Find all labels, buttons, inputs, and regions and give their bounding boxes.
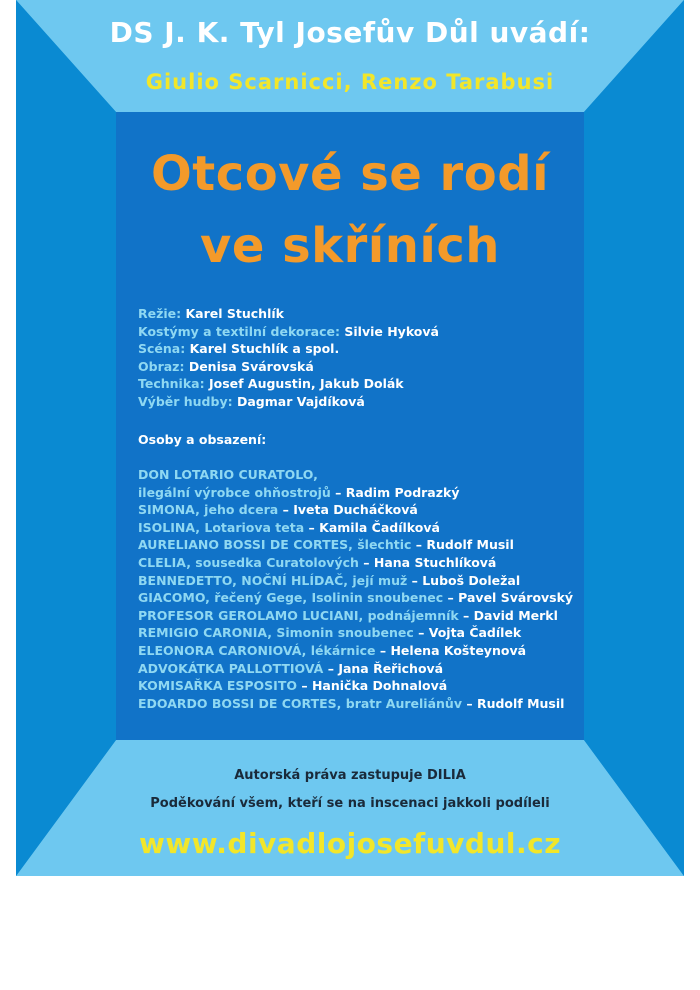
- cast-row: KOMISAŘKA ESPOSITO – Hanička Dohnalová: [138, 678, 448, 694]
- cast-actor: Pavel Svárovský: [458, 590, 574, 606]
- cast-row: SIMONA, jeho dcera – Iveta Ducháčková: [138, 502, 418, 518]
- credit-row: [138, 305, 588, 323]
- cast-actor: Luboš Doležal: [422, 572, 521, 588]
- credit-row: [138, 358, 588, 376]
- cast-actor: Radim Podrazký: [345, 484, 460, 500]
- cast-row: BENNEDETTO, NOČNÍ HLÍDAČ, její muž – Luboš Doležal: [138, 572, 521, 588]
- cast-row: ADVOKÁTKA PALLOTTIOVÁ – Jana Řeřichová: [138, 660, 444, 676]
- presenter-heading: DS J. K. Tyl Josefův Důl uvádí:: [109, 16, 591, 49]
- credit-row: [138, 393, 588, 411]
- cast-role: CLELIA, sousedka Curatolových: [138, 554, 359, 570]
- cast-row: [138, 466, 598, 484]
- cast-row: GIACOMO, řečený Gege, Isolinin snoubenec – Pavel Svárovský: [138, 590, 574, 606]
- cast-row: ISOLINA, Lotariova teta – Kamila Čadílková: [138, 519, 440, 535]
- credit-value: Josef Augustin, Jakub Dolák: [208, 376, 404, 392]
- credit-value: Karel Stuchlík a spol.: [189, 341, 340, 357]
- credit-label: Kostýmy a textilní dekorace:: [138, 323, 341, 339]
- cast-row: EDOARDO BOSSI DE CORTES, bratr Aureliánův – Rudolf Musil: [138, 695, 565, 711]
- cast-actor: Jana Řeřichová: [338, 660, 444, 676]
- cast-actor: Hana Stuchlíková: [373, 554, 497, 570]
- cast-actor: Rudolf Musil: [426, 537, 514, 553]
- credit-value: Dagmar Vajdíková: [236, 393, 365, 409]
- cast-list: [138, 466, 598, 712]
- credit-value: Karel Stuchlík: [185, 306, 284, 321]
- credit-value: Silvie Hyková: [344, 323, 439, 339]
- credit-row: [138, 340, 588, 358]
- cast-role: SIMONA, jeho dcera: [138, 502, 279, 518]
- cast-role: AURELIANO BOSSI DE CORTES, šlechtic: [138, 537, 412, 553]
- credit-value: Denisa Svárovská: [188, 358, 314, 374]
- cast-role: EDOARDO BOSSI DE CORTES, bratr Aureliánův: [138, 695, 462, 711]
- cast-row: AURELIANO BOSSI DE CORTES, šlechtic – Rudolf Musil: [138, 537, 514, 553]
- cast-role: DON LOTARIO CURATOLO,: [138, 467, 318, 482]
- rights-note: Autorská práva zastupuje DILIA: [234, 768, 466, 783]
- credit-row: [138, 323, 588, 341]
- cast-actor: David Merkl: [473, 607, 558, 623]
- cast-row: CLELIA, sousedka Curatolových – Hana Stuchlíková: [138, 554, 497, 570]
- authors-line: Giulio Scarnicci, Renzo Tarabusi: [145, 70, 555, 94]
- cast-row: REMIGIO CARONIA, Simonin snoubenec – Vojta Čadílek: [138, 625, 522, 641]
- frame-left-panel: [16, 0, 116, 876]
- cast-row: ELEONORA CARONIOVÁ, lékárnice – Helena Košteynová: [138, 642, 527, 658]
- poster: [16, 0, 684, 876]
- cast-actor: Rudolf Musil: [476, 695, 565, 711]
- credit-label: Scéna:: [138, 341, 186, 357]
- credit-row: [138, 375, 588, 393]
- credits-list: [138, 305, 588, 411]
- credit-label: Obraz:: [138, 358, 185, 374]
- cast-actor: Hanička Dohnalová: [311, 678, 448, 694]
- cast-role: BENNEDETTO, NOČNÍ HLÍDAČ, její muž: [138, 572, 408, 588]
- cast-actor: Vojta Čadílek: [428, 625, 522, 641]
- cast-role: ADVOKÁTKA PALLOTTIOVÁ: [138, 660, 324, 676]
- play-title: [16, 138, 684, 282]
- cast-row: ilegální výrobce ohňostrojů – Radim Podrazký: [138, 484, 460, 500]
- cast-role: ELEONORA CARONIOVÁ, lékárnice: [138, 642, 376, 658]
- credit-label: Technika:: [138, 376, 205, 392]
- frame-right-panel: [584, 0, 684, 876]
- cast-role: REMIGIO CARONIA, Simonin snoubenec: [138, 625, 414, 641]
- cast-row: PROFESOR GEROLAMO LUCIANI, podnájemník – David Merkl: [138, 607, 558, 623]
- cast-role: ISOLINA, Lotariova teta: [138, 519, 305, 535]
- cast-actor: Helena Košteynová: [390, 642, 527, 658]
- cast-heading: Osoby a obsazení:: [138, 432, 267, 447]
- cast-role: GIACOMO, řečený Gege, Isolinin snoubenec: [138, 590, 444, 606]
- thanks-note: Poděkování všem, kteří se na inscenaci jakkoli podíleli: [150, 796, 550, 811]
- play-title-line-1: Otcové se rodí: [150, 146, 550, 202]
- cast-role: PROFESOR GEROLAMO LUCIANI, podnájemník: [138, 607, 459, 623]
- poster-frame: [16, 0, 684, 876]
- cast-actor: Iveta Ducháčková: [293, 502, 418, 518]
- credit-label: Výběr hudby:: [138, 393, 233, 409]
- website-link[interactable]: www.divadlojosefuvdul.cz: [138, 827, 562, 860]
- cast-actor: Kamila Čadílková: [319, 519, 440, 535]
- play-title-line-2: ve skříních: [200, 218, 500, 274]
- cast-role: KOMISAŘKA ESPOSITO: [138, 678, 297, 694]
- cast-role: ilegální výrobce ohňostrojů: [138, 484, 331, 500]
- credit-label: Režie:: [138, 306, 182, 321]
